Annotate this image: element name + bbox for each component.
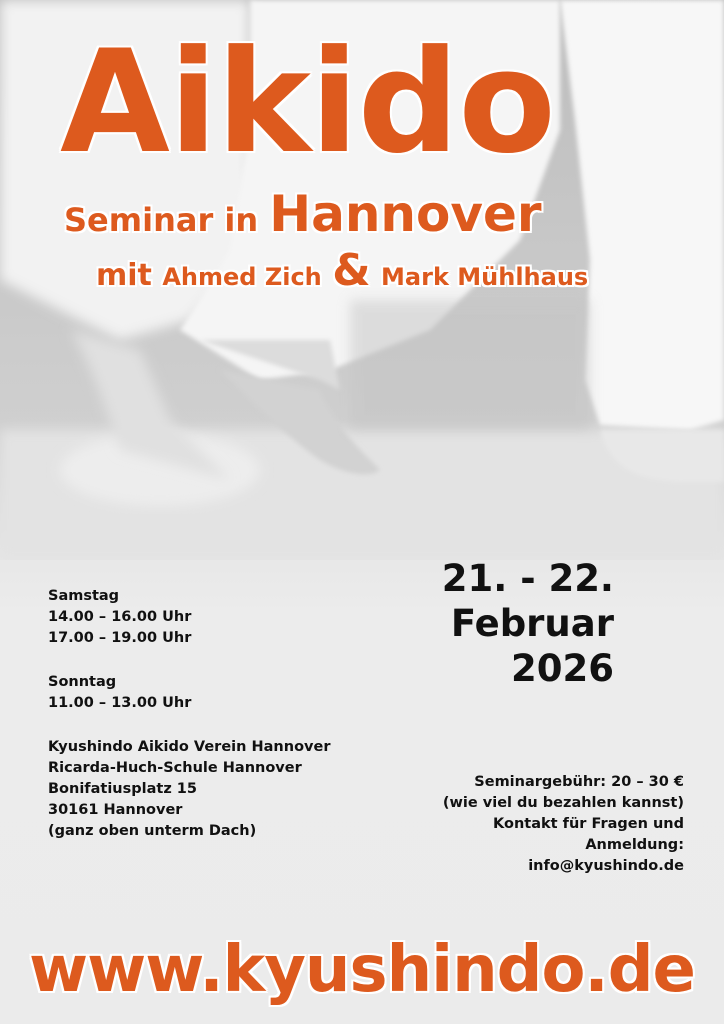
subtitle-prefix: Seminar in (64, 201, 259, 239)
contact-info (364, 772, 684, 877)
contact-line: Kontakt für Fragen und (493, 816, 684, 832)
date-year: 2026 (511, 647, 614, 690)
venue-line: Bonifatiusplatz 15 (48, 781, 197, 797)
time-slot: 11.00 – 13.00 Uhr (48, 695, 192, 711)
fee-line: Seminargebühr: 20 – 30 € (474, 774, 684, 790)
day-sunday: Sonntag (48, 674, 117, 690)
ampersand: & (332, 245, 371, 296)
seminar-subtitle (64, 186, 542, 248)
venue-line: (ganz oben unterm Dach) (48, 823, 257, 839)
time-slot: 14.00 – 16.00 Uhr (48, 609, 192, 625)
contact-line: Anmeldung: (585, 837, 684, 853)
venue-line: Kyushindo Aikido Verein Hannover (48, 739, 331, 755)
with-word: mit (96, 258, 152, 293)
poster-title: Aikido (60, 20, 555, 185)
fee-note: (wie viel du bezahlen kannst) (442, 795, 684, 811)
website-url[interactable]: www.kyushindo.de (29, 933, 695, 1007)
city-name: Hannover (269, 185, 542, 243)
schedule (48, 586, 368, 842)
presenters (96, 244, 588, 304)
date-month: Februar (450, 602, 614, 645)
event-date (354, 556, 614, 691)
date-range: 21. - 22. (441, 557, 614, 600)
contact-email[interactable]: info@kyushindo.de (528, 858, 684, 874)
venue-line: 30161 Hannover (48, 802, 183, 818)
presenter-2: Mark Mühlhaus (381, 263, 589, 291)
time-slot: 17.00 – 19.00 Uhr (48, 630, 192, 646)
day-saturday: Samstag (48, 588, 120, 604)
presenter-1: Ahmed Zich (162, 263, 322, 291)
venue-line: Ricarda-Huch-Schule Hannover (48, 760, 302, 776)
